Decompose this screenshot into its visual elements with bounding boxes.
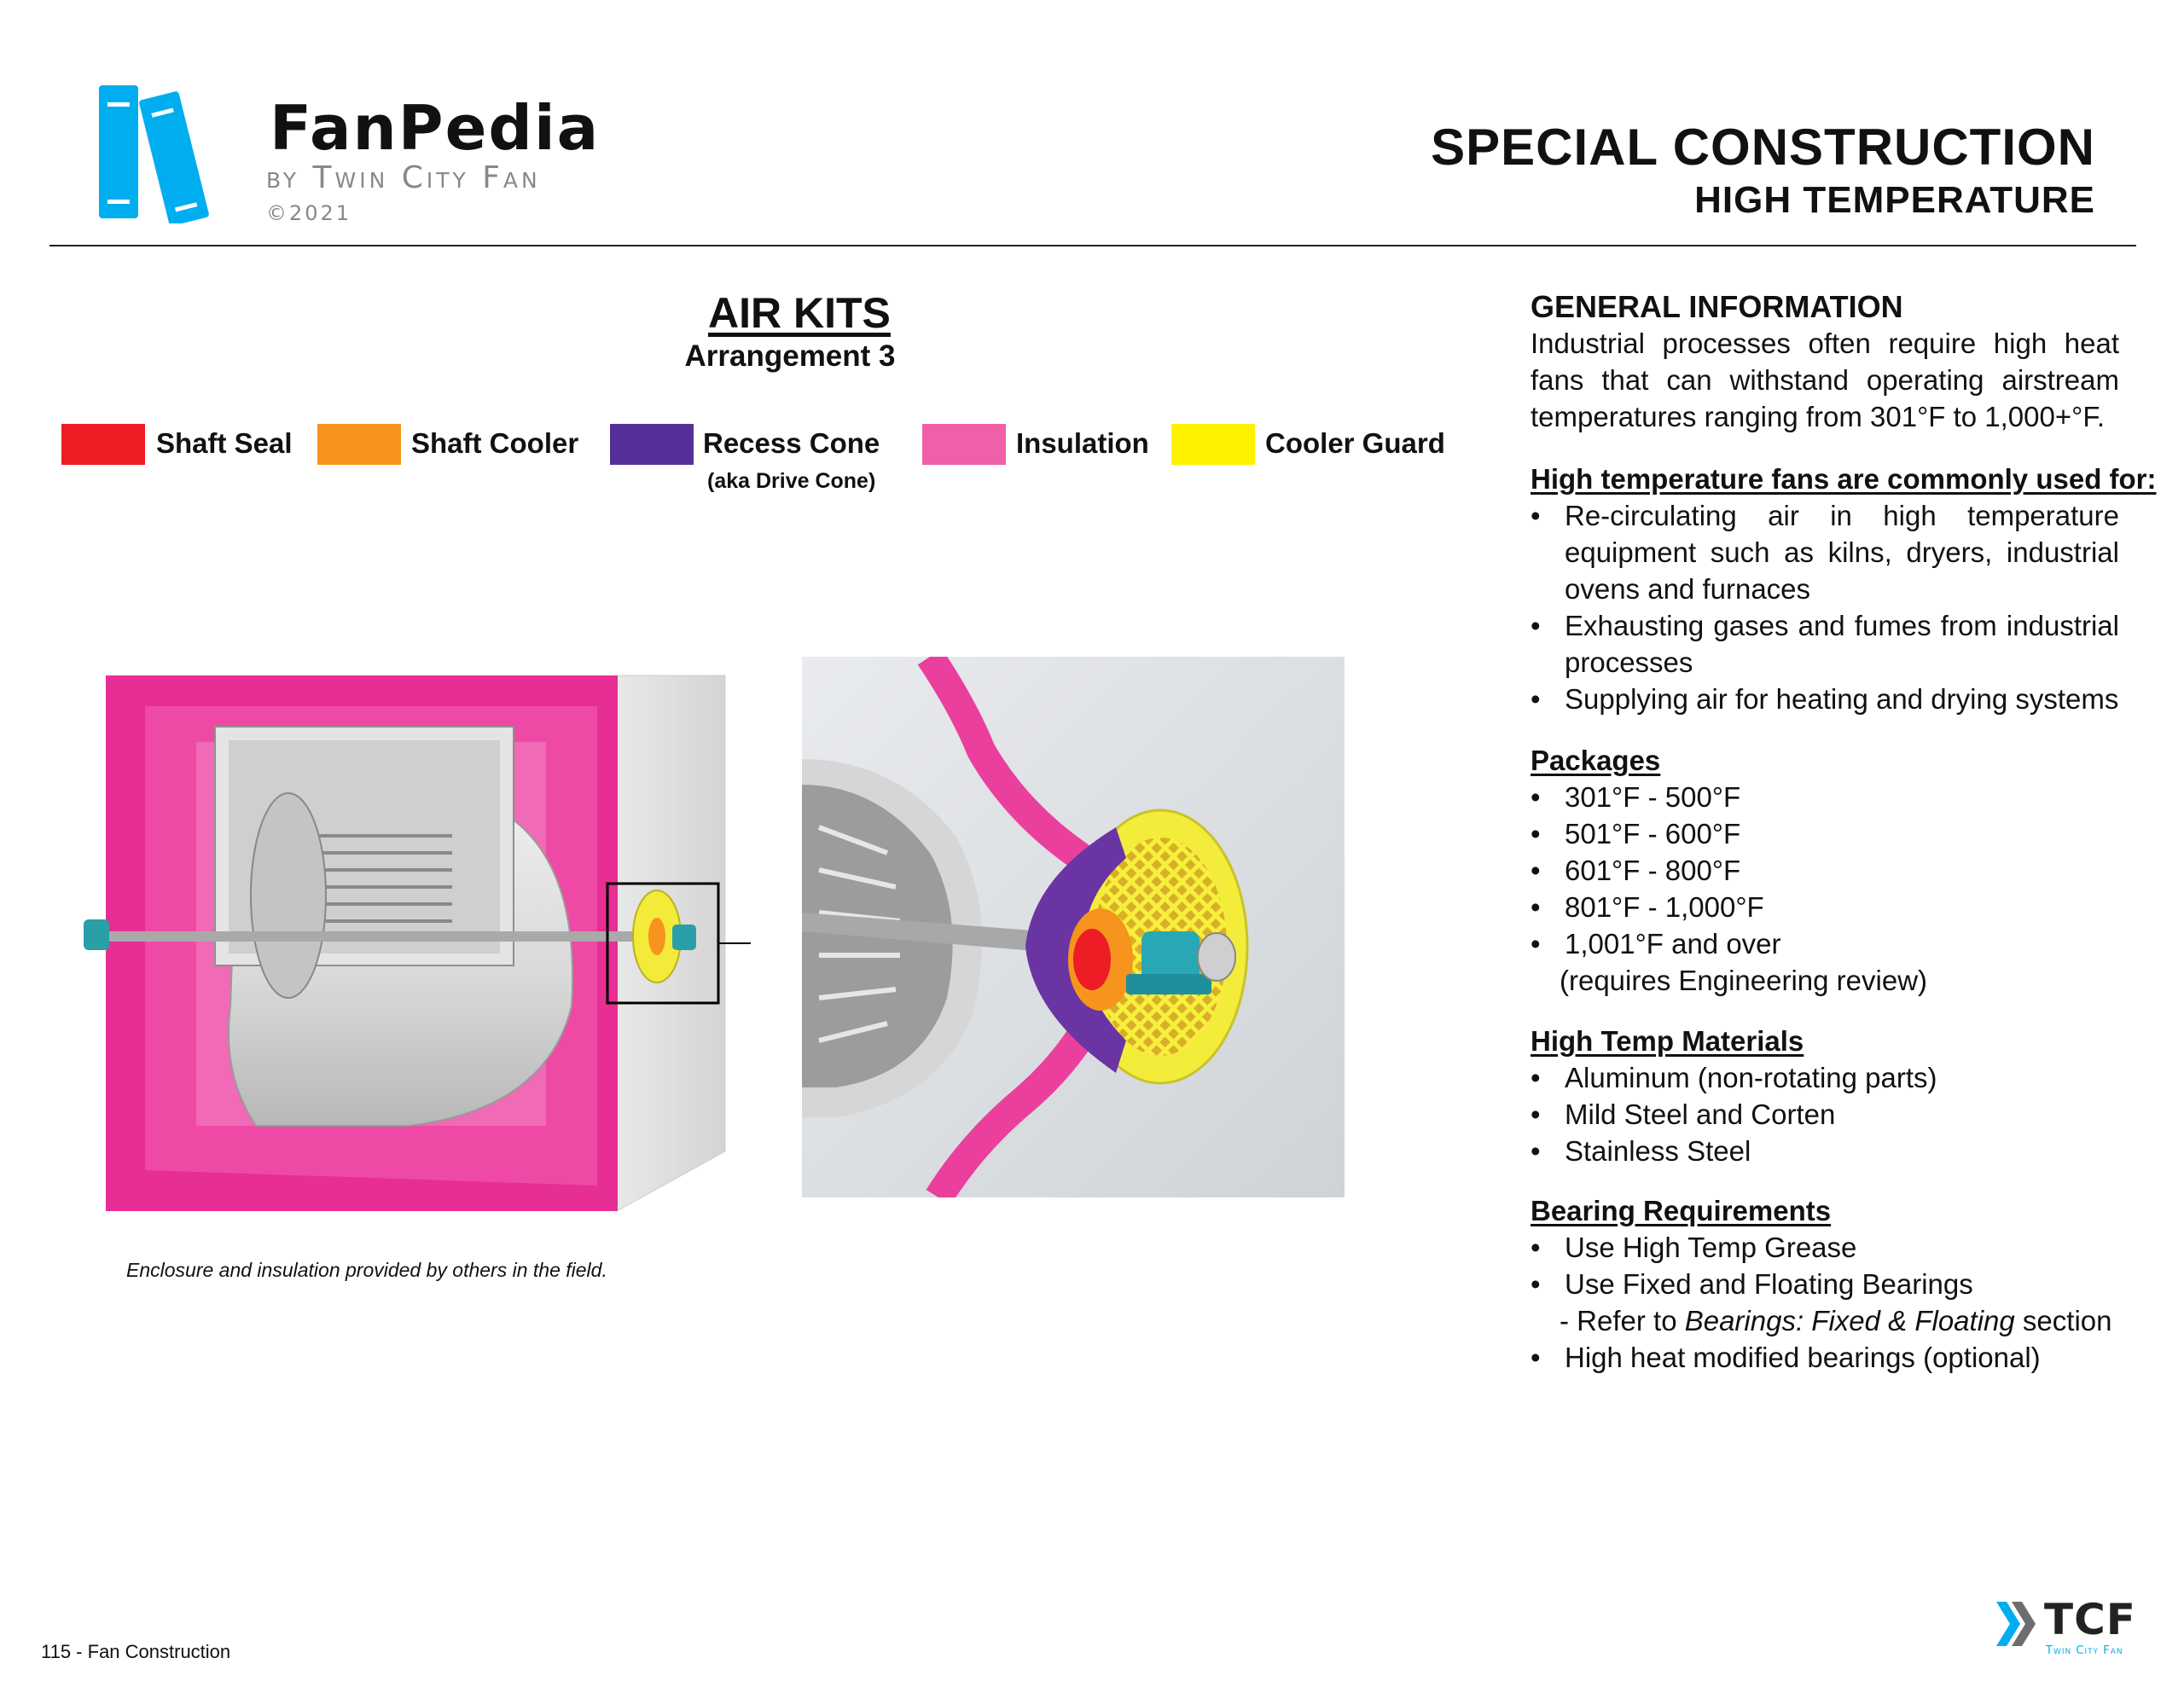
list-item: • Mild Steel and Corten <box>1531 1096 2119 1133</box>
figure-caption: Enclosure and insulation provided by others in the field. <box>126 1259 607 1281</box>
bearings-reference-prefix: - Refer to <box>1560 1305 1685 1336</box>
list-item: • 601°F - 800°F <box>1531 852 2119 889</box>
air-kits-subtitle: Arrangement 3 <box>684 339 896 373</box>
bearings-heading: Bearing Requirements <box>1531 1195 1832 1226</box>
uses-heading: High temperature fans are commonly used for: <box>1531 463 2157 495</box>
legend-note-drive-cone: (aka Drive Cone) <box>707 469 876 493</box>
legend-swatch-shaft-cooler <box>317 424 401 465</box>
tcf-logo-text: TCF <box>2044 1595 2136 1644</box>
legend-label-insulation: Insulation <box>1016 427 1149 459</box>
list-item: • 801°F - 1,000°F <box>1531 889 2119 925</box>
list-item: • Aluminum (non-rotating parts) <box>1531 1059 2119 1096</box>
list-item: • 1,001°F and over <box>1531 925 2119 962</box>
list-item: • Exhausting gases and fumes from industrial processes <box>1531 607 2119 681</box>
page-subtitle: HIGH TEMPERATURE <box>1694 179 2095 221</box>
general-info-heading: GENERAL INFORMATION <box>1531 289 1903 324</box>
list-item: • High heat modified bearings (optional) <box>1531 1339 2119 1376</box>
brand-copyright: ©2021 <box>266 201 352 225</box>
list-item: • 301°F - 500°F <box>1531 779 2119 815</box>
page-title: SPECIAL CONSTRUCTION <box>1431 119 2095 176</box>
materials-section <box>1531 1023 2119 1169</box>
packages-section <box>1531 742 2119 999</box>
list-item: • Use High Temp Grease <box>1531 1229 2119 1266</box>
header-divider <box>49 245 2136 246</box>
brand-byline: by Twin City Fan <box>266 160 541 195</box>
bearings-section <box>1531 1192 2119 1376</box>
page-footer: 115 - Fan Construction <box>41 1641 231 1662</box>
list-item: • Re-circulating air in high temperature equipment such as kilns, dryers, industrial ovens and furnaces <box>1531 497 2119 607</box>
general-info-section <box>1531 288 2119 435</box>
bearings-reference <box>1531 1302 2119 1339</box>
bearings-reference-suffix: section <box>2014 1305 2112 1336</box>
legend-swatch-recess-cone <box>610 424 694 465</box>
legend-label-shaft-seal: Shaft Seal <box>156 427 293 459</box>
list-item: • Stainless Steel <box>1531 1133 2119 1169</box>
tcf-logo-subtext: Twin City Fan <box>2046 1644 2123 1657</box>
general-info-text: Industrial processes often require high heat fans that can withstand operating airstream temperatures ranging from 301°F to 1,000+°F. <box>1531 328 2119 432</box>
legend-swatch-insulation <box>922 424 1006 465</box>
bearings-reference-link-text: Bearings: Fixed & Floating <box>1684 1305 2015 1336</box>
shaft-cooler-detail-illustration <box>802 657 1345 1197</box>
air-kits-title: AIR KITS <box>708 289 891 337</box>
legend-swatch-cooler-guard <box>1171 424 1255 465</box>
uses-section <box>1531 461 2157 717</box>
list-item: • 501°F - 600°F <box>1531 815 2119 852</box>
list-item: • Supplying air for heating and drying systems <box>1531 681 2119 717</box>
list-item: • Use Fixed and Floating Bearings <box>1531 1266 2119 1302</box>
packages-heading: Packages <box>1531 745 1661 776</box>
tcf-logo <box>1996 1595 2150 1658</box>
legend-label-recess-cone: Recess Cone <box>703 427 880 459</box>
fanpedia-books-logo-icon <box>96 78 241 223</box>
legend-label-cooler-guard: Cooler Guard <box>1265 427 1445 459</box>
fan-enclosure-illustration <box>68 648 751 1211</box>
packages-note: (requires Engineering review) <box>1560 965 1928 996</box>
legend-label-shaft-cooler: Shaft Cooler <box>411 427 579 459</box>
materials-heading: High Temp Materials <box>1531 1025 1804 1057</box>
legend-swatch-shaft-seal <box>61 424 145 465</box>
brand-title: FanPedia <box>270 92 601 164</box>
